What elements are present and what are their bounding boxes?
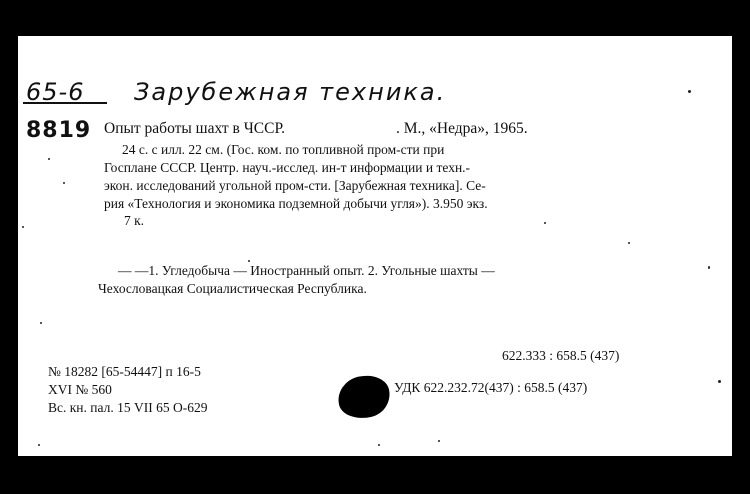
catalog-card [18, 36, 732, 456]
class-code-underline [23, 102, 107, 104]
description-line: 24 с. с илл. 22 см. (Гос. ком. по топливной пром-сти при [122, 142, 445, 157]
speck [378, 444, 380, 446]
classification-code: 622.333 : 658.5 (437) [502, 348, 620, 363]
description-line: экон. исследований угольной пром-сти. [Зарубежная техника]. Се- [104, 178, 486, 193]
subject-line: — —1. Угледобыча — Иностранный опыт. 2. Угольные шахты — [118, 263, 495, 278]
speck [688, 90, 691, 93]
description-line: Госплане СССР. Центр. науч.-исслед. ин-т информации и техн.- [104, 160, 471, 175]
udc-code: УДК 622.232.72(437) : 658.5 (437) [394, 380, 588, 395]
speck [248, 260, 250, 262]
ink-blot [334, 371, 394, 423]
speck [38, 444, 40, 446]
description-line: рия «Технология и экономика подземной добычи угля»). 3.950 экз. [104, 196, 488, 211]
speck [544, 222, 546, 224]
speck [22, 226, 24, 228]
order-line: Вс. кн. пал. 15 VII 65 О-629 [48, 400, 208, 415]
handwritten-number: 8819 [26, 118, 92, 143]
publisher-info: . М., «Недра», 1965. [396, 120, 528, 137]
speck [438, 440, 440, 442]
handwritten-series-title: Зарубежная техника. [134, 78, 447, 106]
description-line: 7 к. [124, 213, 145, 228]
book-title: Опыт работы шахт в ЧССР. [104, 120, 286, 137]
speck [48, 158, 50, 160]
speck [708, 266, 710, 269]
subject-line: Чехословацкая Социалистическая Республика. [98, 281, 367, 296]
order-line: XVI № 560 [48, 382, 112, 397]
speck [40, 322, 42, 324]
speck [628, 242, 630, 244]
order-line: № 18282 [65-54447] п 16-5 [48, 364, 201, 379]
handwritten-class-code: 65-6 [26, 78, 85, 106]
speck [718, 380, 721, 383]
speck [63, 182, 65, 184]
